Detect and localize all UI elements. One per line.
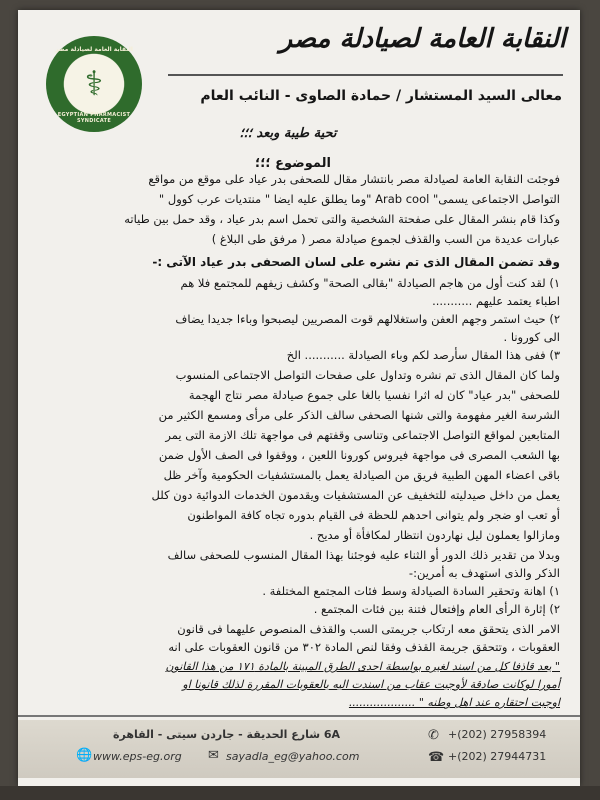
body-line: ومازالوا يعملون ليل نهاردون انتظار لمكافأة أو مديح . [309, 528, 560, 542]
body-line: المتابعين لمواقع التواصل الاجتماعى وتناسى وقفتهم فى مواجهة تلك الازمة التى يمر [165, 428, 560, 442]
quote-item: اطباء يعتمد عليهم ........... [432, 294, 560, 308]
header-divider [168, 74, 563, 76]
body-line: ولما كان المقال الذى تم نشره وتداول على صفحات التواصل الاجتماعى المنسوب [175, 368, 560, 382]
body-line: فوجئت النقابة العامة لصيادلة مصر بانتشار مقال للصحفى بدر عياد على موقع من مواقع [148, 172, 560, 186]
body-line: العقوبات ، وتتحقق جريمة القذف وفقا لنص المادة ٣٠٢ من قانون العقوبات على انه [168, 640, 560, 654]
law-quote-line: أمورا لوكانت صادقة لأوجبت عقاب من اسندت اليه بالعقوبات المقررة لذلك قانونا او [182, 678, 560, 691]
footer-phone: +(202) 27958394 [448, 728, 547, 741]
quote-item: ٣) ففى هذا المقال سأرصد لكم وباء الصيادلة ........... الخ [286, 348, 560, 362]
logo-arabic-text: النقابة العامة لصيادلة مصر [55, 46, 133, 53]
addressee: معالى السيد المستشار / حمادة الصاوى - النائب العام [200, 88, 562, 104]
body-line: بها الشعب المصرى فى مواجهة فيروس كورونا اللعين ، ووقفوا فى الصف الأول ضمن [158, 448, 560, 462]
body-line: عبارات عديدة من السب والقذف لجموع صيادلة مصر ( مرفق طى البلاغ ) [211, 232, 560, 246]
footer-website: www.eps-eg.org [93, 750, 182, 763]
quote-item: الى كورونا . [503, 330, 560, 344]
law-quote-line: اوجبت احتقاره عند اهل وطنه " ................... [348, 696, 560, 709]
document-page [18, 10, 580, 786]
footer-fax: +(202) 27944731 [448, 750, 547, 763]
greeting: تحية طيبة وبعد ؛؛؛ [239, 126, 337, 141]
pharmacy-bowl-icon: ⚕ [84, 64, 104, 104]
background-edge [0, 786, 600, 800]
quote-item: ١) لقد كنت أول من هاجم الصيادلة "بقالى الصحة" وكشف زيفهم للمجتمع فلا هم [180, 276, 560, 290]
body-line: التواصل الاجتماعى يسمى" Arab cool "وما يطلق عليه ايضا " منتديات عرب كوول " [158, 192, 560, 206]
body-line: للصحفى "بدر عياد" كان له اثرا نفسيا بالغا على جموع صيادلة مصر نتاج الهجمة [188, 388, 560, 402]
footer-email: sayadla_eg@yahoo.com [226, 750, 360, 763]
quote-item: ٢) حيث استمر وجهم العفن واستغلالهم قوت المصريين ليصبحوا وباءا جديدا يضاف [175, 312, 560, 326]
footer-address: 6A شارع الحديقة - جاردن سيتى - القاهرة [113, 728, 341, 741]
syndicate-logo [46, 36, 142, 132]
footer-divider [18, 715, 580, 717]
body-line: الامر الذى يتحقق معه ارتكاب جريمتى السب والقذف المنصوص عليهما فى قانون [177, 622, 560, 636]
globe-icon: 🌐 [76, 748, 93, 763]
logo-english-text: EGYPTIAN PHARMACIST SYNDICATE [57, 112, 131, 124]
phone-icon: ✆ [428, 728, 439, 743]
body-line: الذكر والذى استهدف به أمرين:- [408, 566, 560, 580]
body-line: أو تعب او ضجر ولم يتوانى احدهم للحظة فى القيام بدوره تجاه كافة المواطنون [187, 508, 560, 522]
quote-intro: وقد تضمن المقال الذى تم نشره على لسان الصحفى بدر عياد الآتى :- [152, 255, 560, 269]
body-line: الشرسة الغير مفهومة والتى شنها الصحفى سالف الذكر على مرأى ومسمع الكثير من [158, 408, 560, 422]
fax-icon: ☎ [428, 750, 445, 765]
body-line: وكذا قام بنشر المقال على صفحتة الشخصية والتى تحمل اسم بدر عياد ، وقد حمل بين طياته [124, 212, 560, 226]
body-line: باقى اعضاء المهن الطبية فريق من الصيادلة يعمل بالمستشفيات الحكومية وآخر ظل [163, 468, 560, 482]
list-item: ٢) إثارة الرأى العام وإفتعال فتنة بين فئات المجتمع . [313, 602, 560, 616]
body-line: يعمل من داخل صيدليته للتخفيف عن المستشفيات ويقدمون الخدمات الدوائية دون كلل [151, 488, 560, 502]
body-line: وبدلا من تقدير ذلك الدور أو الثناء عليه فوجئنا بهذا المقال المنسوب للصحفى سالف [167, 548, 560, 562]
subject-label: الموضوع ؛؛؛ [255, 156, 331, 171]
law-quote-line: " يعد قاذفا كل من اسند لغيره بواسطة احدى الطرق المبينة بالمادة ١٧١ من هذا القانون [165, 660, 560, 673]
footer [18, 720, 580, 778]
list-item: ١) اهانة وتحقير السادة الصيادلة وسط فئات المجتمع المختلفة . [262, 584, 560, 598]
letterhead-title: النقابة العامة لصيادلة مصر [279, 24, 566, 54]
email-icon: ✉ [208, 748, 219, 763]
